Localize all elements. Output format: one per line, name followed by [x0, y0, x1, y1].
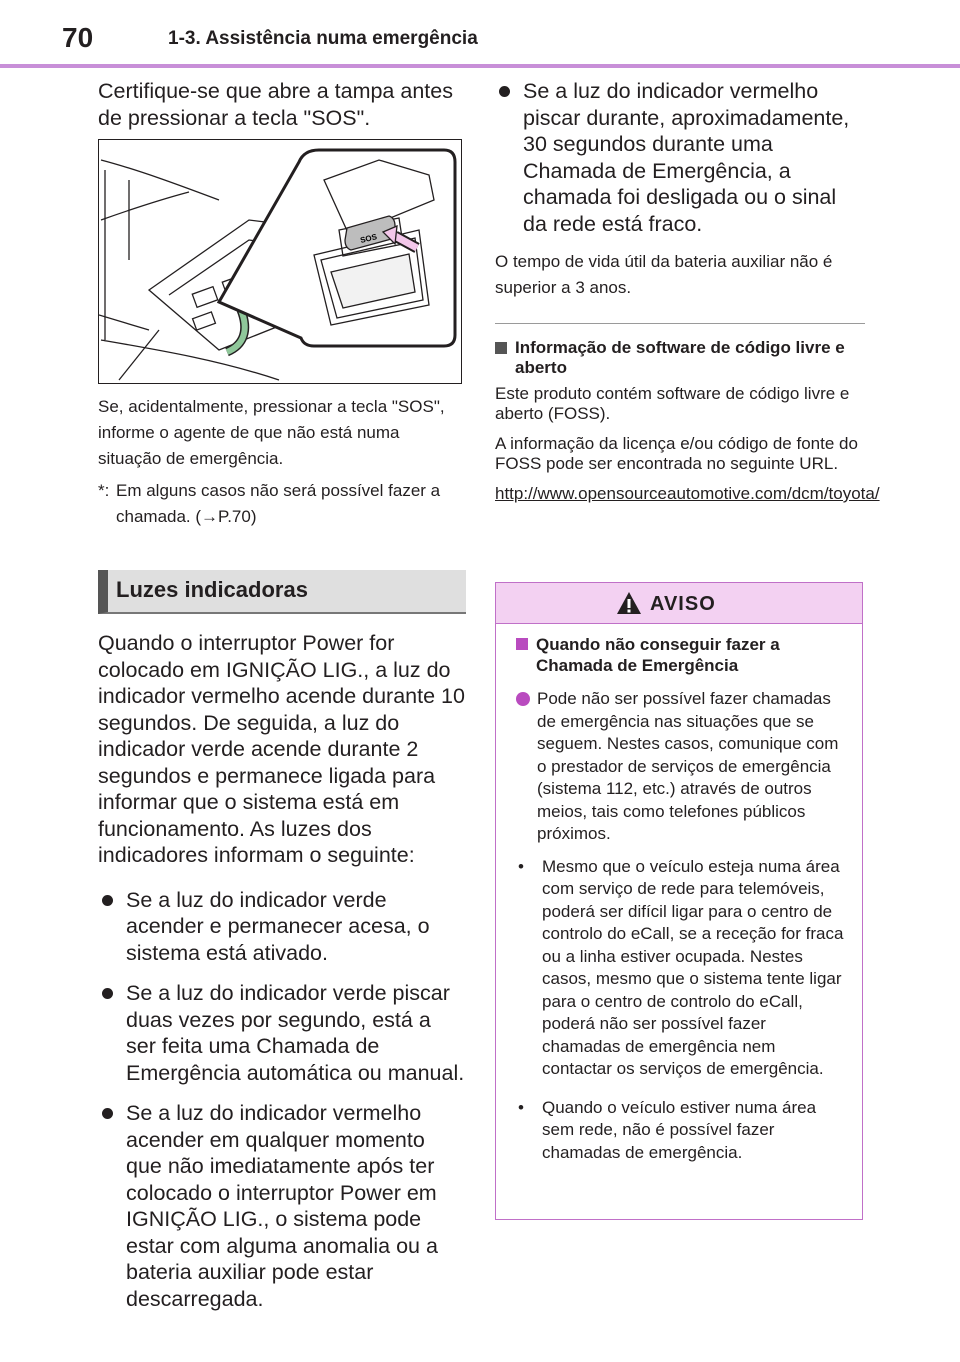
warning-body: [496, 624, 862, 1164]
warning-list-item: • Mesmo que o veículo esteja numa área com serviço de rede para telemóveis, poderá ser difícil ligar para o centro de controlo do eCall, se a receção for fraca ou a linha estiver ocupada. Nestes casos, mesmo que o sistema tente ligar para o centro de controlo do eCall, poderá não ser possível fazer chamadas de emergência nem contactar os serviços de emergência.: [516, 856, 846, 1081]
footnote-text: Em alguns casos não será possível fazer a chamada. (→P.70): [116, 481, 441, 526]
bullet-icon: [102, 887, 126, 967]
page-header: [0, 0, 960, 70]
intro-paragraph: Certifique-se que abre a tampa antes de pressionar a tecla "SOS".: [98, 79, 453, 130]
warning-header: [496, 583, 862, 624]
warning-box: [495, 582, 863, 1220]
warning-list-item: • Quando o veículo estiver numa área sem rede, não é possível fazer chamadas de emergência.: [516, 1097, 846, 1165]
list-item: Se a luz do indicador verde acender e permanecer acesa, o sistema está ativado.: [98, 887, 466, 967]
foss-paragraph-1: Este produto contém software de código livre e aberto (FOSS).: [495, 384, 850, 423]
warning-title: AVISO: [650, 593, 716, 615]
body-paragraph: Quando o interruptor Power for colocado em IGNIÇÃO LIG., a luz do indicador vermelho acende durante 10 segundos. De seguida, a luz do indicador verde acende durante 2 segundos e permanece ligada para informar que o sistema está em funcionamento. As luzes dos indicadores informam o seguinte:: [98, 631, 465, 867]
bullet-icon: [499, 78, 523, 237]
circle-bullet-icon: [516, 692, 530, 706]
list-item: Se a luz do indicador verde piscar duas vezes por segundo, está a ser feita uma Chamada de Emergência automática ou manual.: [98, 980, 466, 1086]
dot-bullet: •: [518, 1097, 524, 1117]
warning-subheading: Quando não conseguir fazer a Chamada de Emergência: [516, 634, 846, 676]
battery-note: O tempo de vida útil da bateria auxiliar não é superior a 3 anos.: [495, 252, 833, 297]
square-bullet-icon: [495, 342, 507, 354]
indicator-list-continued: [495, 78, 865, 237]
divider: [495, 323, 865, 324]
section-heading: [98, 570, 466, 614]
bullet-icon: [102, 1100, 126, 1312]
footnote: [98, 478, 466, 530]
warning-triangle-icon: [616, 591, 642, 615]
foss-url-link[interactable]: http://www.opensourceautomotive.com/dcm/toyota/: [495, 484, 880, 503]
list-item: Se a luz do indicador vermelho piscar durante, aproximadamente, 30 segundos durante uma Chamada de Emergência, a chamada foi desligada ou o sinal da rede está fraco.: [495, 78, 865, 237]
sos-key-label: SOS: [359, 232, 378, 245]
dot-bullet: •: [518, 856, 524, 876]
right-column: [495, 78, 880, 504]
caption: Se, acidentalmente, pressionar a tecla "SOS", informe o agente de que não está numa situação de emergência.: [98, 397, 445, 468]
section-heading-text: Luzes indicadoras: [116, 577, 308, 602]
foss-heading: Informação de software de código livre e aberto: [495, 338, 865, 378]
sos-button-illustration: [98, 139, 462, 384]
bullet-icon: [102, 980, 126, 1086]
square-bullet-icon: [516, 638, 528, 650]
page-number: 70: [62, 22, 94, 53]
header-divider: [0, 64, 960, 68]
footnote-mark: *:: [98, 481, 110, 500]
indicator-list: [98, 887, 466, 1313]
warning-circle-item: Pode não ser possível fazer chamadas de emergência nas situações que se seguem. Nestes casos, comunique com o prestador de serviços de emergência (sistema 112, etc.) através de outros meios, tais como telefones públicos próximos.: [516, 688, 846, 846]
left-column: [98, 78, 466, 1326]
foss-paragraph-2: A informação da licença e/ou código de fonte do FOSS pode ser encontrada no seguinte URL.: [495, 434, 858, 473]
section-title: 1-3. Assistência numa emergência: [168, 28, 478, 49]
list-item: Se a luz do indicador vermelho acender em qualquer momento que não imediatamente após ter colocado o interruptor Power em IGNIÇÃO LIG., o sistema pode estar com alguma anomalia ou a bateria auxiliar pode estar descarregada.: [98, 1100, 466, 1312]
